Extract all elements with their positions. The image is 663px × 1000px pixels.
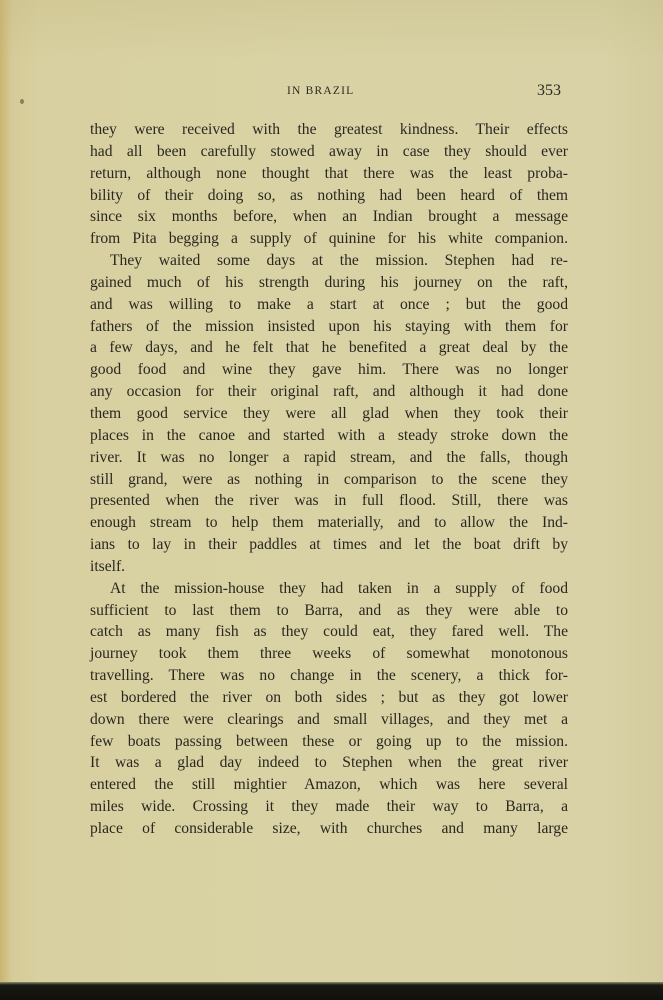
page-shading: [0, 0, 663, 60]
text-line: journey took them three weeks of somewhat monotonous: [90, 645, 568, 663]
text-line: few boats passing between these or going up to the mission.: [90, 732, 568, 750]
text-line: still grand, were as nothing in comparison to the scene they: [90, 470, 568, 488]
text-line: gained much of his strength during his journey on the raft,: [90, 273, 568, 291]
text-line: river. It was no longer a rapid stream, and the falls, though: [90, 448, 568, 466]
text-line: itself.: [90, 557, 126, 575]
text-line: places in the canoe and started with a steady stroke down the: [90, 426, 568, 444]
text-line: At the mission-house they had taken in a supply of food: [110, 579, 568, 597]
text-line: presented when the river was in full flood. Still, there was: [90, 492, 568, 510]
text-line: since six months before, when an Indian brought a message: [90, 208, 568, 226]
page-number: 353: [537, 82, 561, 99]
paragraph-1: [90, 119, 568, 250]
text-line: entered the still mightier Amazon, which was here several: [90, 776, 568, 794]
text-line: travelling. There was no change in the scenery, a thick for-: [90, 667, 568, 685]
text-line: fathers of the mission insisted upon his staying with them for: [90, 317, 568, 335]
scan-bottom-edge: [0, 982, 663, 1000]
text-line: est bordered the river on both sides ; but as they got lower: [90, 688, 568, 706]
text-line: had all been carefully stowed away in case they should ever: [90, 142, 568, 160]
text-line: from Pita begging a supply of quinine for his white companion.: [90, 230, 568, 248]
text-line: return, although none thought that there was the least proba-: [90, 164, 568, 182]
text-line: They waited some days at the mission. Stephen had re-: [110, 252, 568, 270]
text-line: and was willing to make a start at once ; but the good: [90, 295, 568, 313]
body-text: [90, 119, 568, 840]
running-title: IN BRAZIL: [287, 85, 355, 97]
text-line: catch as many fish as they could eat, they fared well. The: [90, 623, 568, 641]
text-line: a few days, and he felt that he benefited a great deal by the: [90, 339, 568, 357]
text-line: they were received with the greatest kindness. Their effects: [90, 121, 568, 138]
text-line: It was a glad day indeed to Stephen when the great river: [90, 754, 568, 772]
text-line: place of considerable size, with churches and many large: [90, 820, 568, 837]
text-line: bility of their doing so, as nothing had been heard of them: [90, 186, 568, 204]
running-header: [0, 83, 663, 103]
text-line: sufficient to last them to Barra, and as they were able to: [90, 601, 568, 619]
text-line: down there were clearings and small villages, and they met a: [90, 710, 568, 728]
paragraph-2: [90, 250, 568, 578]
paragraph-3: [90, 578, 568, 840]
text-line: good food and wine they gave him. There was no longer: [90, 361, 568, 379]
text-line: them good service they were all glad when they took their: [90, 404, 568, 422]
text-line: any occasion for their original raft, and although it had done: [90, 383, 568, 401]
text-line: ians to lay in their paddles at times and let the boat drift by: [90, 536, 568, 554]
text-line: miles wide. Crossing it they made their way to Barra, a: [90, 798, 568, 816]
text-line: enough stream to help them materially, and to allow the Ind-: [90, 514, 568, 532]
